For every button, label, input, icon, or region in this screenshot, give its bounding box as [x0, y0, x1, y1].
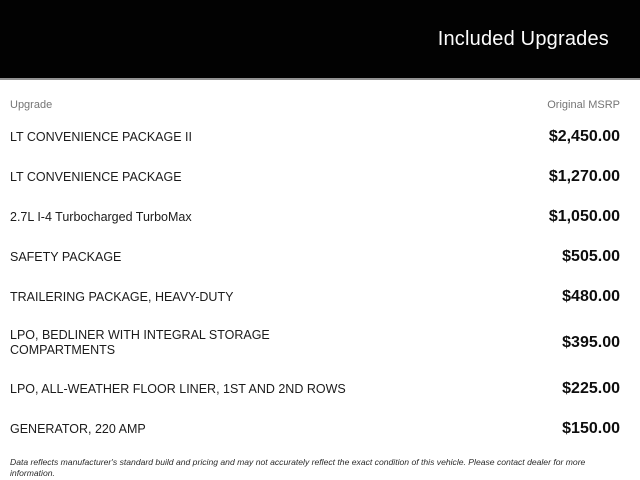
table-row [10, 157, 620, 197]
upgrade-name: SAFETY PACKAGE [10, 249, 122, 264]
upgrade-price: $150.00 [562, 420, 620, 437]
upgrade-price: $480.00 [562, 288, 620, 305]
column-header-original-msrp: Original MSRP [547, 99, 620, 111]
disclaimer-text: Data reflects manufacturer's standard build and pricing and may not accurately reflect the exact condition of this vehicle. Please contact dealer for more information. [10, 457, 586, 478]
table-row [10, 197, 620, 237]
table-row [10, 369, 620, 409]
table-column-headers [10, 80, 620, 117]
upgrade-name: GENERATOR, 220 AMP [10, 421, 146, 436]
upgrade-name: TRAILERING PACKAGE, HEAVY-DUTY [10, 289, 234, 304]
upgrade-name: LT CONVENIENCE PACKAGE II [10, 129, 192, 144]
column-header-upgrade: Upgrade [10, 99, 53, 111]
section-title: Included Upgrades [437, 27, 609, 50]
upgrade-price: $225.00 [562, 380, 620, 397]
upgrade-name: 2.7L I-4 Turbocharged TurboMax [10, 209, 192, 224]
included-upgrades-banner [0, 0, 640, 80]
upgrade-name: LT CONVENIENCE PACKAGE [10, 169, 182, 184]
table-row [10, 117, 620, 157]
table-row [10, 277, 620, 317]
upgrade-name: LPO, BEDLINER WITH INTEGRAL STORAGE COMPARTMENTS [10, 328, 270, 357]
upgrades-table [0, 80, 640, 479]
upgrade-price: $1,270.00 [548, 168, 620, 185]
table-row [10, 237, 620, 277]
upgrade-price: $505.00 [562, 248, 620, 265]
table-row [10, 317, 620, 369]
upgrade-price: $395.00 [562, 334, 620, 351]
upgrade-name: LPO, ALL-WEATHER FLOOR LINER, 1ST AND 2ND ROWS [10, 381, 346, 396]
upgrades-table-body [10, 117, 620, 449]
upgrade-price: $1,050.00 [548, 208, 620, 225]
table-row [10, 409, 620, 449]
upgrade-price: $2,450.00 [548, 128, 620, 145]
